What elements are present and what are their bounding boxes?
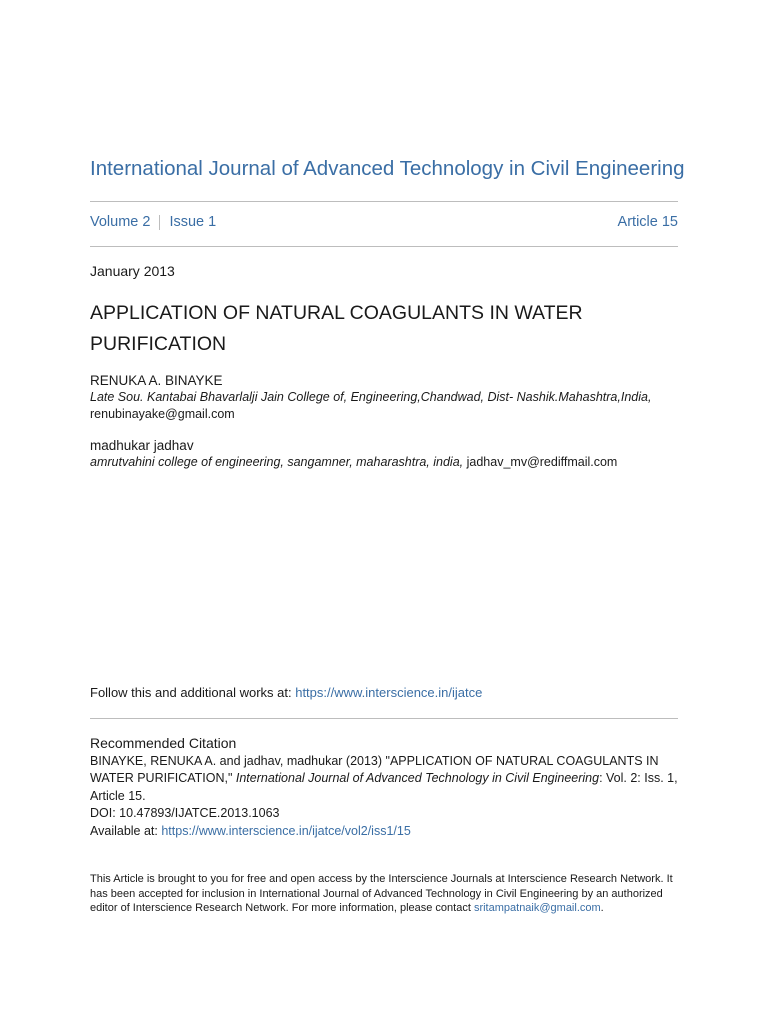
note-period: . [600,902,604,914]
issue-divider [90,246,678,247]
open-access-note [90,872,675,916]
citation-heading: Recommended Citation [90,735,237,751]
author-affiliation [90,389,680,423]
top-divider [90,201,678,202]
follow-link[interactable]: https://www.interscience.in/ijatce [295,685,483,700]
author-email: jadhav_mv@rediffmail.com [466,455,618,469]
note-text: This Article is brought to you for free and open access by the Interscience Journals at Interscience Research Network. It has been accepted for inclusion in International Journal of Advanced Technology in Civil Engineering by an authorized editor of Interscience Research Network. For more information, please contact [90,873,673,914]
affiliation-text: amrutvahini college of engineering, sangamner, maharashtra, india, [90,455,464,469]
contact-email-link[interactable]: sritampatnaik@gmail.com [473,902,601,914]
volume-issue-separator [159,215,160,230]
article-link[interactable]: Article 15 [617,214,678,230]
follow-text: Follow this and additional works at: [90,685,296,700]
affiliation-text: Late Sou. Kantabai Bhavarlalji Jain College of, Engineering,Chandwad, Dist- Nashik.Mahashtra,India, [90,390,652,404]
author-block [90,373,680,423]
citation-divider [90,718,678,719]
author-affiliation [90,454,680,471]
citation-text: BINAYKE, RENUKA A. and jadhav, madhukar (2013) "APPLICATION OF NATURAL COAGULANTS IN WATER PURIFICATION," [90,754,659,786]
available-link[interactable]: https://www.interscience.in/ijatce/vol2/iss1/15 [161,823,411,838]
citation-volume: : Vol. 2: Iss. 1, Article 15. [90,771,678,803]
article-title: APPLICATION OF NATURAL COAGULANTS IN WATER PURIFICATION [90,302,583,355]
issue-line [90,214,678,230]
publication-date: January 2013 [90,263,175,279]
citation-doi: DOI: 10.47893/IJATCE.2013.1063 [90,806,280,821]
journal-title[interactable]: International Journal of Advanced Technology in Civil Engineering [90,157,685,180]
follow-line [90,685,482,700]
volume-link[interactable]: Volume 2 [90,214,151,230]
author-email: renubinayake@gmail.com [90,407,235,421]
issue-link[interactable]: Issue 1 [169,214,217,230]
available-label: Available at: [90,823,162,838]
author-name: madhukar jadhav [90,438,194,453]
citation-body [90,753,680,840]
citation-journal: International Journal of Advanced Technology in Civil Engineering [235,771,600,786]
author-name: RENUKA A. BINAYKE [90,373,223,388]
author-block [90,438,680,471]
